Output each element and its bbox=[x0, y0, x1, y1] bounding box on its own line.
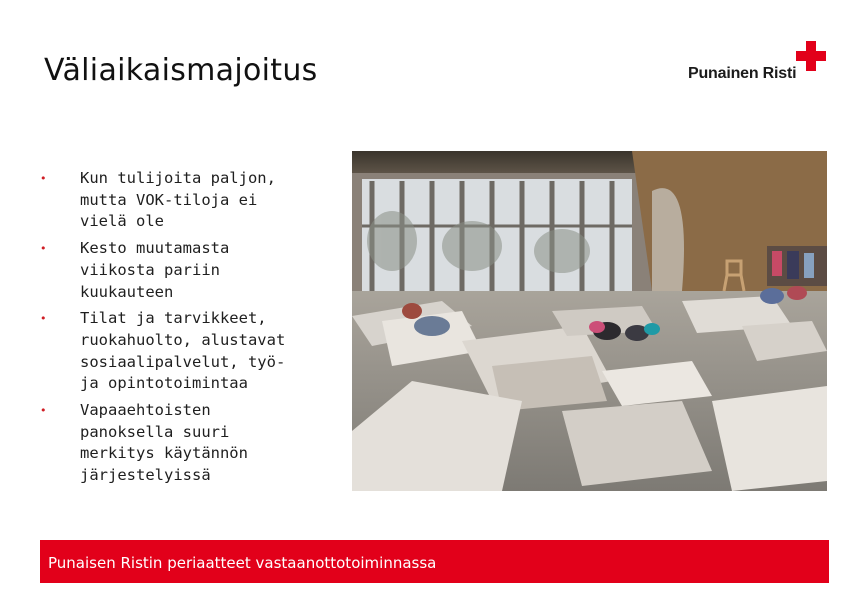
logo-text: Punainen Risti bbox=[688, 65, 797, 82]
shelter-photo-illustration bbox=[352, 151, 827, 491]
bullet-marker: • bbox=[40, 404, 47, 418]
slide-title: Väliaikaismajoitus bbox=[44, 53, 318, 88]
red-cross-logo bbox=[688, 40, 830, 90]
bullet-marker: • bbox=[40, 312, 47, 326]
bullet-marker: • bbox=[40, 172, 47, 185]
bullet-text: Vapaaehtoisten panoksella suuri merkitys käytännön järjestelyissä bbox=[80, 401, 248, 485]
footer-bar bbox=[40, 540, 829, 583]
footer-text: Punaisen Ristin periaatteet vastaanottotoiminnassa bbox=[48, 554, 437, 572]
bullet-text: Kun tulijoita paljon, mutta VOK-tiloja ei vielä ole bbox=[80, 169, 276, 231]
bullet-text: Kesto muutamasta viikosta pariin kuukauteen bbox=[80, 239, 230, 301]
shelter-photo bbox=[352, 151, 827, 491]
bullet-item bbox=[40, 238, 310, 303]
red-cross-icon bbox=[796, 41, 826, 71]
bullet-marker: • bbox=[40, 242, 47, 256]
bullet-item bbox=[40, 168, 310, 233]
bullet-list bbox=[40, 168, 310, 492]
bullet-item bbox=[40, 400, 310, 487]
bullet-text: Tilat ja tarvikkeet, ruokahuolto, alustavat sosiaalipalvelut, työ- ja opintotoimintaa bbox=[80, 309, 286, 393]
bullet-item bbox=[40, 308, 310, 395]
